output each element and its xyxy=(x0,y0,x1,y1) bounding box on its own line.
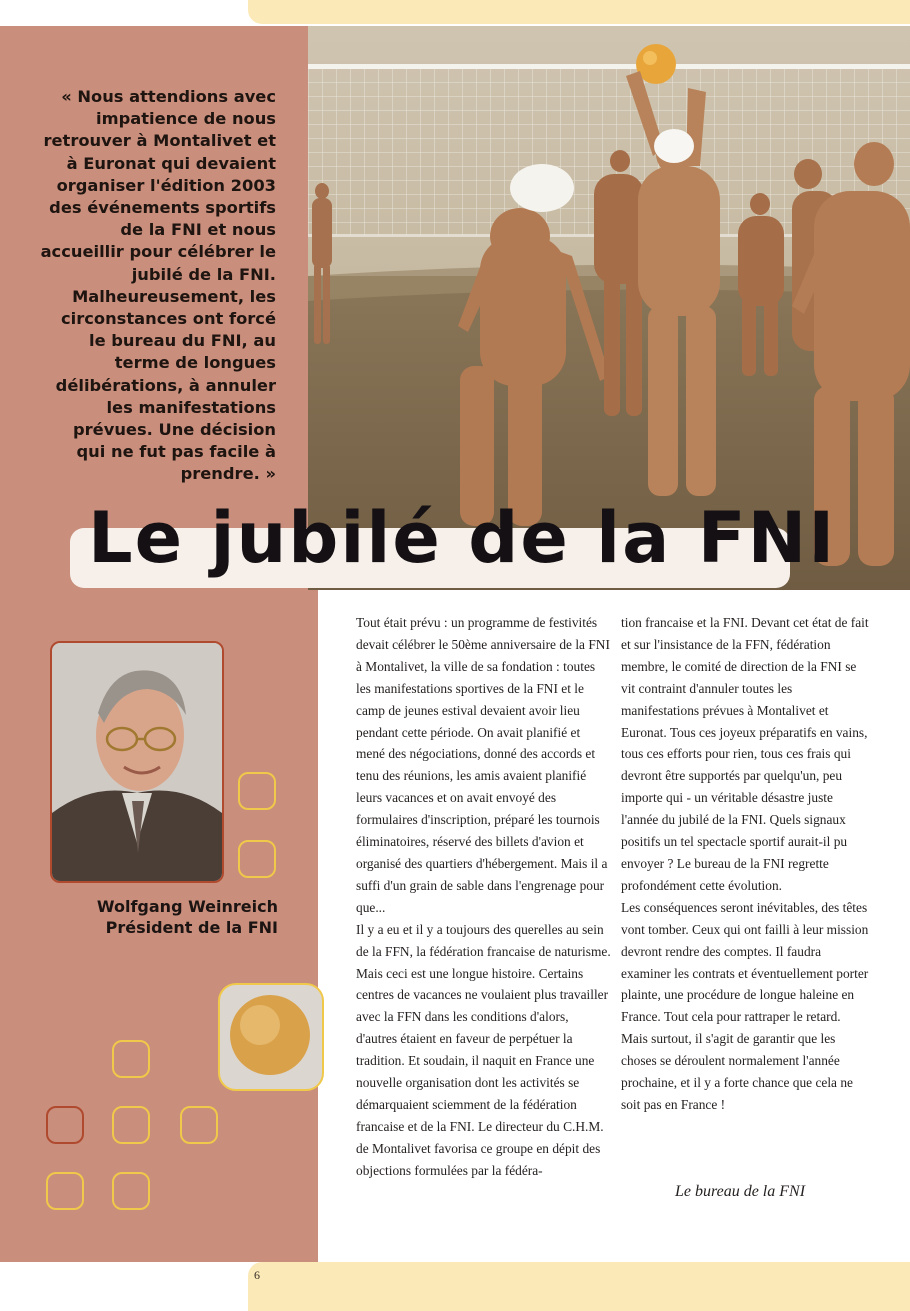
caption-role: Président de la FNI xyxy=(105,918,278,937)
decor-square xyxy=(112,1040,150,1078)
decor-square xyxy=(180,1106,218,1144)
ball-photo xyxy=(218,983,324,1091)
article-paragraph: Il y a eu et il y a toujours des querelles au sein de la FFN, la fédération francaise de naturisme. Mais ceci est une longue histoire. Certains centres de vacances ne voulaient plus travailler avec la FFN dans les conditions d'alors, d'autres étaient en faveur de perpétuer la tradition. Et soudain, il naquit en France une nouvelle organisation dont les activités se démarquaient sciemment de la fédération francaise et de la FNI. Le directeur du C.H.M. de Montalivet favorisa ce groupe en dépit des objections formulées par la fédéra- xyxy=(356,921,611,1178)
caption-name: Wolfgang Weinreich xyxy=(96,897,278,916)
portrait-caption xyxy=(60,896,278,938)
article-paragraph: tion francaise et la FNI. Devant cet état de fait et sur l'insistance de la FFN, fédération membre, le comité de direction de la FNI se vit contraint d'annuler toutes les manifestations prévues à Montalivet et Euronat. Tous ces joyeux préparatifs en vains, tous ces efforts pour rien, tous ces frais qui devront être supportés par quelqu'un, peu importe qui - un véritable désastre juste l'année du jubilé de la FNI. Quels signaux positifs un tel spectacle sportif aurait-il pu envoyer ? Le bureau de la FNI regrette profondément cette évolution. xyxy=(621,615,869,893)
page-number: 6 xyxy=(254,1268,260,1282)
decor-square xyxy=(46,1106,84,1144)
president-portrait xyxy=(50,641,224,883)
page-title: Le jubilé de la FNI xyxy=(88,497,837,579)
article-paragraph: Les conséquences seront inévitables, des têtes vont tomber. Ceux qui ont failli à leur mission devront rendre des comptes. Il faudra examiner les contrats et éventuellement porter plainte, une procédure de longue haleine en France. Tout cela pour rattraper le retard. Mais surtout, il s'agit de garantir que les choses se déroulent normalement l'année prochaine, et il y a forte chance que cela ne soit pas en France ! xyxy=(621,899,869,1112)
article-column-1 xyxy=(356,612,612,1182)
decor-square xyxy=(46,1172,84,1210)
decor-square xyxy=(238,840,276,878)
intro-quote: « Nous attendions avec impatience de nous retrouver à Montalivet et à Euronat qui devaient organiser l'édition 2003 des événements sportifs de la FNI et nous accueillir pour célébrer le jubilé de la FNI. Malheureusement, les circonstances ont forcé le bureau du FNI, au terme de longues délibérations, à annuler les manifestations prévues. Une décision qui ne fut pas facile à prendre. » xyxy=(40,87,276,484)
decor-square xyxy=(238,772,276,810)
bottom-decorative-band xyxy=(248,1262,910,1311)
article-column-2 xyxy=(621,612,869,1116)
decor-square xyxy=(112,1106,150,1144)
article-signature: Le bureau de la FNI xyxy=(674,1183,806,1200)
top-decorative-band xyxy=(248,0,910,24)
decor-square xyxy=(112,1172,150,1210)
article-paragraph: Tout était prévu : un programme de festivités devait célébrer le 50ème anniversaire de la FNI à Montalivet, la ville de sa fondation : toutes les manifestations sportives de la FNI et le camp de jeunes estival devaient avoir lieu pendant cette période. On avait planifié et mené des négociations, donné des accords et tenu des réunions, les amis avaient planifié leurs vacances et on avait envoyé des formulaires d'inscription, préparé les tournois éliminatoires, réservé des billets d'avion et organisé des quartiers d'hébergement. Mais il a suffi d'un grain de sable dans l'engrenage pour que... xyxy=(356,615,610,915)
